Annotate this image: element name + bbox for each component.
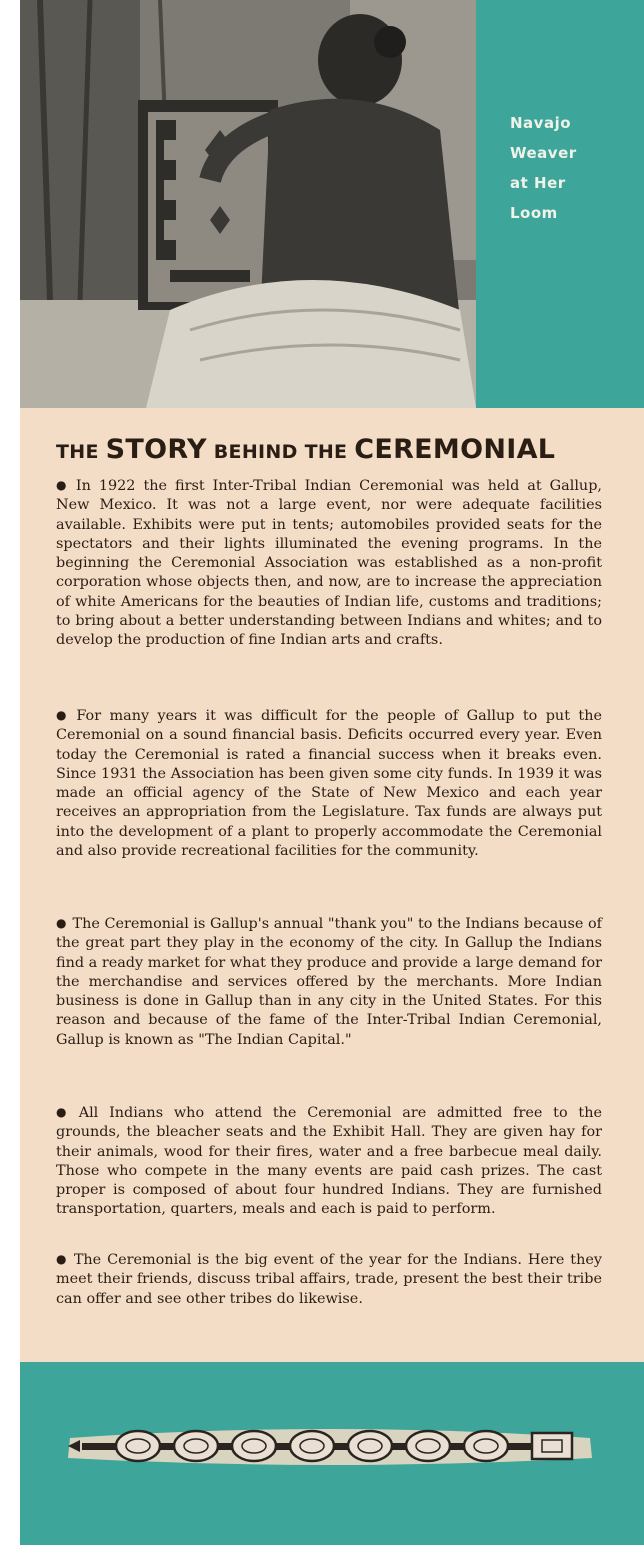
paragraph-text: The Ceremonial is Gallup's annual "thank you" to the Indians because of the great part they play in the economy of the city. In Gallup the Indians find a ready market for what they produce and provide a large demand for the merchandise and services offered by the merchants. More Indian business is done in Gallup than in any city in the United States. For this reason and because of the fame of the Inter-Tribal Indian Ceremonial, Gallup is known as "The Indian Capital."	[56, 916, 602, 1048]
paragraph-text: All Indians who attend the Ceremonial are admitted free to the grounds, the bleacher seats and the Exhibit Hall. They are given hay for their animals, wood for their fires, water and a free barbecue meal daily. Those who compete in the many events are paid cash prizes. The cast proper is composed of about four hundred Indians. They are furnished transportation, quarters, meals and each is paid to perform.	[56, 1105, 602, 1218]
paragraph-thank-you	[56, 914, 602, 1050]
paragraph-big-event	[56, 1250, 602, 1309]
title-part: BEHIND THE	[206, 441, 355, 463]
caption-line: Weaver	[510, 144, 577, 162]
caption-panel	[476, 0, 644, 408]
title-part: CEREMONIAL	[354, 434, 556, 465]
bullet-icon: ●	[56, 1105, 73, 1119]
bullet-icon: ●	[56, 916, 67, 930]
concho-belt-icon	[60, 1416, 600, 1476]
brochure-page	[20, 0, 644, 1545]
weaver-illustration	[20, 0, 476, 408]
weaver-photo	[20, 0, 476, 408]
paragraph-text: The Ceremonial is the big event of the year for the Indians. Here they meet their friends, discuss tribal affairs, trade, present the best their tribe can offer and see other tribes do likewise.	[56, 1252, 602, 1307]
caption-line: Navajo	[510, 114, 572, 132]
caption-line: Loom	[510, 204, 558, 222]
photo-caption	[510, 108, 630, 228]
paragraph-admission	[56, 1103, 602, 1220]
bullet-icon: ●	[56, 1252, 68, 1266]
paragraph-history	[56, 476, 602, 651]
bullet-icon: ●	[56, 478, 70, 492]
title-part: STORY	[105, 434, 207, 465]
paragraph-finances	[56, 706, 602, 861]
bottom-band	[20, 1362, 644, 1545]
bullet-icon: ●	[56, 708, 71, 722]
page-title	[56, 434, 616, 472]
paragraph-text: For many years it was difficult for the people of Gallup to put the Ceremonial on a sound financial basis. Deficits occurred every year. Even today the Ceremonial is rated a financial success when it breaks even. Since 1931 the Association has been given some city funds. In 1939 it was made an official agency of the State of New Mexico and each year receives an appropriation from the Legislature. Tax funds are always put into the development of a plant to properly accommodate the Ceremonial and also provide recreational facilities for the community.	[56, 708, 602, 860]
caption-line: at Her	[510, 174, 566, 192]
title-part: THE	[56, 441, 106, 463]
paragraph-text: In 1922 the first Inter-Tribal Indian Ceremonial was held at Gallup, New Mexico. It was not a large event, nor were adequate facilities available. Exhibits were put in tents; automobiles provided seats for the spectators and their lights illuminated the evening programs. In the beginning the Ceremonial Association was established as a non-profit corporation whose objects then, and now, are to increase the appreciation of white Americans for the beauties of Indian life, customs and traditions; to bring about a better understanding between Indians and whites; and to develop the production of fine Indian arts and crafts.	[56, 478, 602, 649]
